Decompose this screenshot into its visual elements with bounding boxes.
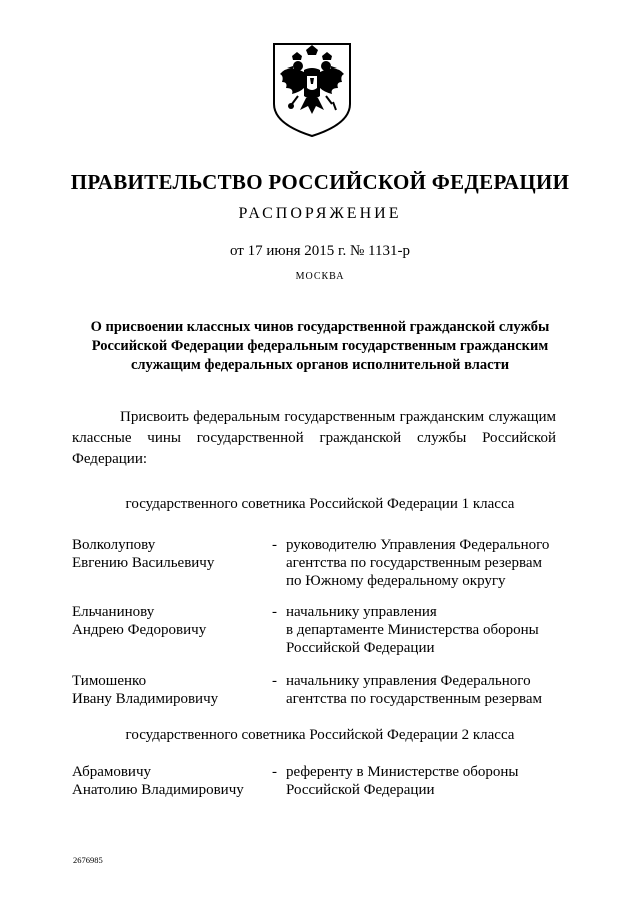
document-type: РАСПОРЯЖЕНИЕ (238, 205, 402, 222)
position-line: референту в Министерстве обороны (286, 764, 519, 780)
appointee-position (286, 672, 566, 708)
appointee-name (72, 536, 272, 572)
position-line: агентства по государственным резервам (286, 691, 542, 707)
position-line: Российской Федерации (286, 782, 435, 798)
appointee-position (286, 763, 566, 799)
appointee-name (72, 603, 272, 639)
appointee-surname: Ельчанинову (72, 604, 155, 620)
subject-line: О присвоении классных чинов государственной гражданской службы (90, 319, 550, 335)
position-line: Российской Федерации (286, 640, 435, 656)
appointee-name (72, 763, 272, 799)
appointee-name (72, 672, 272, 708)
appointee-given-names: Анатолию Владимировичу (72, 782, 244, 798)
document-date-number: от 17 июня 2015 г. № 1131-р (230, 243, 410, 259)
rank-heading: государственного советника Российской Федерации 1 класса (125, 496, 515, 512)
body-text-line: классные чины государственной гражданской службы Российской (72, 430, 556, 446)
rank-heading: государственного советника Российской Федерации 2 класса (125, 727, 515, 743)
document-code: 2676985 (73, 855, 103, 865)
subject-line: Российской Федерации федеральным государственным гражданским (91, 338, 549, 354)
appointee-surname: Тимошенко (72, 673, 147, 689)
appointee-given-names: Ивану Владимировичу (72, 691, 219, 707)
position-line: в департаменте Министерства обороны (286, 622, 539, 638)
entry-dash: - (272, 673, 277, 689)
position-line: руководителю Управления Федерального (286, 537, 550, 553)
body-text-line: Присвоить федеральным государственным гражданским служащим (120, 409, 556, 425)
document-subject (0, 318, 640, 375)
appointee-position (286, 603, 566, 657)
appointee-given-names: Андрею Федоровичу (72, 622, 207, 638)
position-line: начальнику управления (286, 604, 437, 620)
document-city: МОСКВА (295, 271, 345, 282)
government-title: ПРАВИТЕЛЬСТВО РОССИЙСКОЙ ФЕДЕРАЦИИ (70, 170, 570, 194)
entry-dash: - (272, 537, 277, 553)
appointee-position (286, 536, 566, 590)
appointee-surname: Абрамовичу (72, 764, 152, 780)
position-line: начальнику управления Федерального (286, 673, 531, 689)
appointee-given-names: Евгению Васильевичу (72, 555, 215, 571)
body-text-line: Федерации: (72, 451, 148, 467)
double-headed-eagle-emblem-icon (270, 40, 354, 138)
entry-dash: - (272, 764, 277, 780)
entry-dash: - (272, 604, 277, 620)
appointee-surname: Волколупову (72, 537, 156, 553)
position-line: по Южному федеральному округу (286, 573, 506, 589)
subject-line: служащим федеральных органов исполнительной власти (130, 357, 510, 373)
position-line: агентства по государственным резервам (286, 555, 542, 571)
